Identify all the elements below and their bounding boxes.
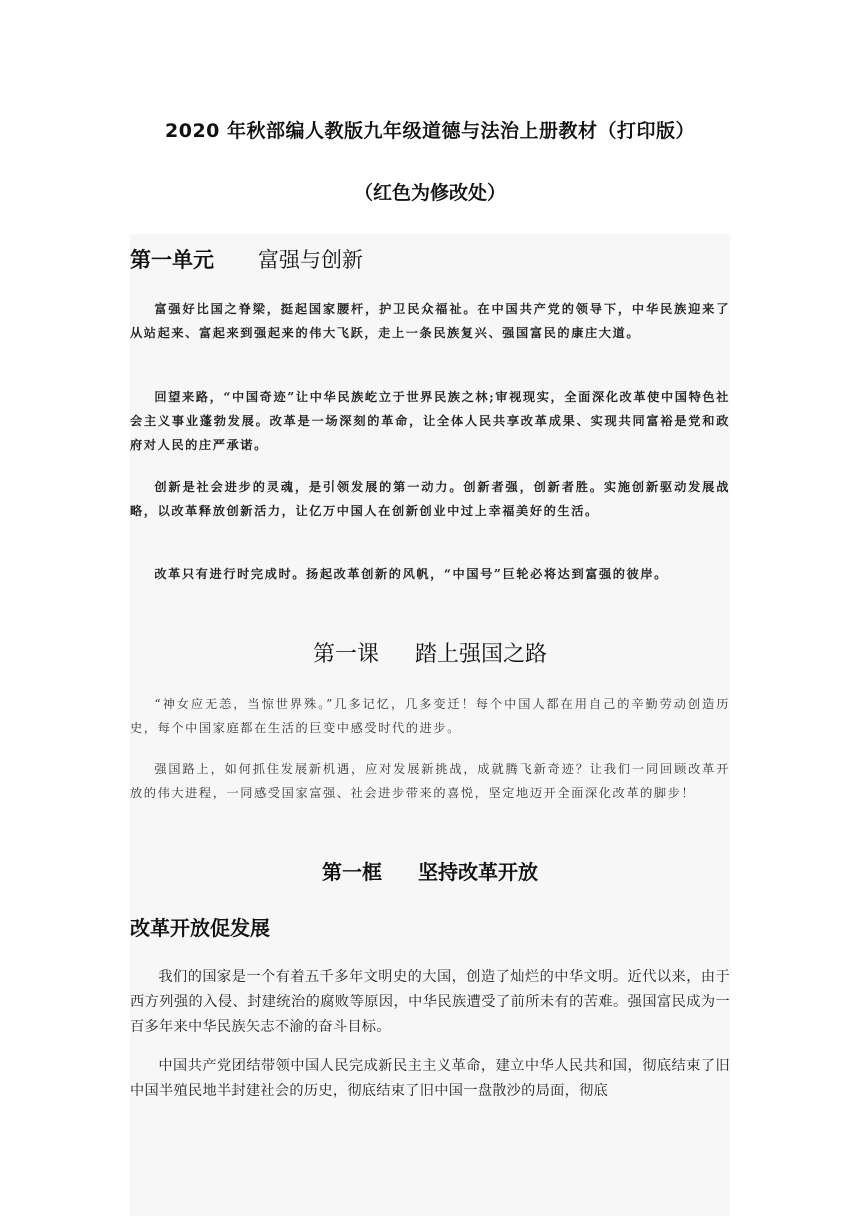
unit-intro-paragraph: 创新是社会进步的灵魂，是引领发展的第一动力。创新者强，创新者胜。实施创新驱动发展战略，以改革释放创新活力，让亿万中国人在创新创业中过上幸福美好的生活。 — [130, 480, 730, 518]
frame-name: 坚持改革开放 — [418, 860, 538, 884]
lesson-intro-paragraph: 强国路上，如何抓住发展新机遇，应对发展新挑战，成就腾飞新奇迹？让我们一同回顾改革开放的伟大进程，一同感受国家富强、社会进步带来的喜悦，坚定地迈开全面深化改革的脚步！ — [130, 762, 730, 800]
unit-intro-paragraph: 回望来路，“中国奇迹”让中华民族屹立于世界民族之林;审视现实，全面深化改革使中国特色社会主义事业蓬勃发展。改革是一场深刻的革命，让全体人民共享改革成果、实现共同富裕是党和政府对人民的庄严承诺。 — [130, 390, 730, 452]
document-title: 2020 年秋部编人教版九年级道德与法治上册教材（打印版） — [165, 120, 695, 142]
unit-intro-paragraph: 改革只有进行时完成时。扬起改革创新的风帆，“中国号”巨轮必将达到富强的彼岸。 — [154, 567, 668, 581]
lesson-name: 踏上强国之路 — [415, 642, 548, 667]
unit-heading — [130, 244, 363, 274]
document-subtitle: （红色为修改处） — [353, 182, 506, 204]
frame-label: 第一框 — [322, 860, 382, 884]
lesson-intro-paragraph: “神女应无恙，当惊世界殊。”几多记忆，几多变迁！每个中国人都在用自己的辛勤劳动创造历史，每个中国家庭都在生活的巨变中感受时代的进步。 — [130, 697, 730, 735]
unit-intro-paragraph: 富强好比国之脊梁，挺起国家腰杆，护卫民众福祉。在中国共产党的领导下，中华民族迎来了从站起来、富起来到强起来的伟大飞跃，走上一条民族复兴、强国富民的康庄大道。 — [130, 302, 730, 340]
section-paragraph: 中国共产党团结带领中国人民完成新民主主义革命，建立中华人民共和国，彻底结束了旧中国半殖民地半封建社会的历史，彻底结束了旧中国一盘散沙的局面，彻底 — [130, 1058, 730, 1099]
section-paragraph: 我们的国家是一个有着五千多年文明史的大国，创造了灿烂的中华文明。近代以来，由于西方列强的入侵、封建统治的腐败等原因，中华民族遭受了前所未有的苦难。强国富民成为一百多年来中华民族矢志不渝的奋斗目标。 — [130, 969, 730, 1035]
unit-label: 第一单元 — [130, 248, 214, 272]
document-body — [130, 234, 730, 1216]
section-heading: 改革开放促发展 — [130, 916, 270, 940]
frame-heading — [130, 856, 730, 885]
lesson-heading — [130, 637, 730, 668]
unit-name: 富强与创新 — [258, 248, 363, 272]
lesson-label: 第一课 — [312, 642, 379, 667]
